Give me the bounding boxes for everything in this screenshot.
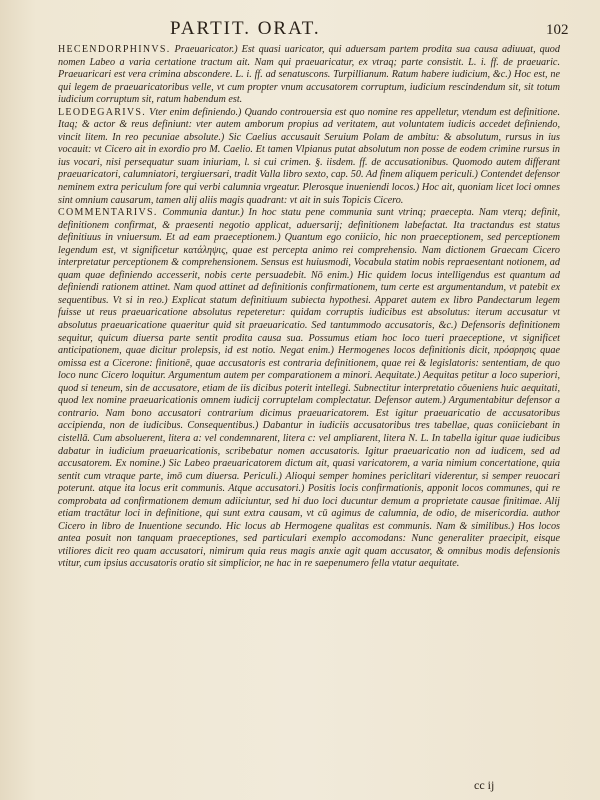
commentator-name: LEODEGARIVS. xyxy=(58,106,147,118)
paragraph-body: Communia dantur.) In hoc statu pene communia sunt vtrinq; praecepta. Nam vterq; definit, definitionem confirmat, & praesenti negotio applicat, aduersarij; definitionem labefactat. Ita tractandus est status definitiuus in vniuersum. Et ad eam praeceptionem.) Quantum ego coniicio, hic non praeceptionem, sed perceptionem legendum est, vt significetur κατάληψις, quae est percepta animo rei comprehensio. Nam dictionem Graecam Cicero interpretatur perceptionem & comprehensionem. Sensus est huiusmodi, Vocabula statim nobis repraesentant notionem, ad quam quae definiendo accesserit, nobis certe persuadebit. Nō enim.) Hic quidem locus intelligendus est quantum ad definiendi rationem attinet. Nam quod attinet ad definitionis confirmationem, tum certe est argumentandum, vt patebit ex sequentibus. Vt si in reo.) Explicat statum definitiuum subiecta hypothesi. Apparet autem ex libro Pandectarum legem fuisse ut reus praeuaricatione absolutus repeteretur: quidam corruptis iudicibus est absolutus: iterum accusatur vt absolutus praeuaricatione quaeritur quid sit praeuaricatio. Sed tantummodo accusatoris, &c.) Defensoris definitionem sequitur, quicum diuersa parte sentit prodita causa sua. Possumus etiam hoc loco tueri praeceptione, vt significet anticipationem, quae dicitur prolepsis, id est notio. Negat enim.) Hermogenes locos definitionis dicit, πρόσρησις quae omissa est a Cicerone: finitionē, quae accusatoris est contraria definitionem, quae rei & legislatoris: sententiam, de quo loco nunc Cicero loquitur. Argumentum autem per comparationem a minori. Aequitate.) Aequitas petitur a loco superiori, quod si teneum, sin de accusatore, etiam de iis dicibus poterit intellegi. Subnectitur interpretatio cōueniens huic aequitati, quod lex nomine praeuaricationis omnem iudicij corruptelam complectatur. Defensor autem.) Argumentabitur defensor a contrario. Nam bono accusatori contrarium dicimus praeuaricatorem. Est igitur praeuaricatio de accusatoribus accipienda, non de iudicibus. Consequentibus.) Dabantur in iudiciis accusatoribus tres tabellae, quas coniiciebant in cistellā. Cum absoluerent, litera a: vel condemnarent, litera c: vel ampliarent, litera N. L. In tabella igitur quae iudicibus dabatur in iudicium praeuaricationis, scribebatur nomen accusatoris. Igitur praeuaricatio non ad iudicem, sed ad accusatorem. Ex nomine.) Sic Labeo praeuaricatorem dictum ait, quasi varicatorem, a varia nimium concertatione, quia sentit cum vtraque parte, imō cum diuersa. Periculi.) Alioqui semper homines periclitari viderentur, si semper reuocari poterunt. atque ita locus erit communis. Atque accusatori.) Positis locis confirmationis, apponit locos communes, qui re comprobata ad confirmationem demum adiiciuntur, sed hi duo loci ducuntur demum a proprietate causae finitimae. Alij etiam tractātur loci in definitione, qui sunt extra causam, vt cū agimus de calumnia, de odio, de misericordia. author Cicero in libro de Inuentione secundo. Hic locus ab Hermogene qualitas est communis. Nam & similibus.) Hos locos antea posuit non tanquam praeceptiones, sed particulari exemplo accomodans: Nunc generaliter praecipit, eisque vtiliores dicit reo quam accusatori, nimirum quia reus magis anxie agit quam accusator, & omnibus modis defensionis vtitur, cum ipsius accusatoris oratio sit simplicior, ne hac in re saepenumero fella vtatur aequitate. xyxy=(58,207,560,570)
running-head xyxy=(0,18,600,44)
signature-mark: cc ij xyxy=(474,778,495,792)
paragraph-body: Vter enim definiendo.) Quando controuersia est quo nomine res appelletur, vtendum est definitione. Itaq; & actor & reus definiunt: vter autem amborum propius ad veritatem, aut voluntatem iudicis accedet definiendo, vincit litem. In reo pecuniae absolute.) Sic Caelius accusauit Seruium Polam de ambitu: & absolutum, rursus in ius vocauit: vt Cicero ait in exordio pro M. Caelio. Et tamen Vlpianus putat absolutum non posse de eodem crimine rursus in ius vocari, nisi persequatur suam iniuriam, l. si cui crimen. §. iisdem. ff. de accusationibus. Quomodo autem differant praeuaricatori, calumniatori, tergiuersari, tradit Valla libro sexto, cap. 50. Ad finem aliquem periculi.) Contendet defensor neminem extra periculum fore qui verbi calumnia vrgeatur. Plerosque inueniendi locos.) Hoc ait, quoniam licet loci omnes sint omnium causarum, tamen alij aliis magis quadrant: vt ait in suis Topicis Cicero. xyxy=(58,106,560,206)
page-number: 102 xyxy=(546,22,569,38)
commentator-name: HECENDORPHINVS. xyxy=(58,44,171,55)
running-title: PARTIT. ORAT. xyxy=(170,18,321,39)
paragraph-leodegarius xyxy=(58,107,560,207)
paragraph-hecendorphinus xyxy=(58,44,560,107)
paragraph-commentarius xyxy=(58,207,560,571)
paragraph-body: Praeuaricator.) Est quasi uaricator, qui aduersam partem prodita sua causa adiuuat, quod nomen Labeo a varia certatione tractum ait. Nam qui praeuaricatur, ex vtraq; parte consistit. L. i. ff. de praeuaric. Praeuaricari est vera crimina abscondere. L. i. ff. ad senatuscons. Turpillianum. Ratum habere iudicium, &c.) Hoc est, ne qui legem de praeuaricatoribus velle, vt cum propter vnum accusatorem corruptum, iudicium rescindendum sit, sit totum iudicium corruptum sit, ratum habendum est. xyxy=(58,44,560,106)
commentary-text xyxy=(58,44,560,571)
section-heading: COMMENTARIVS. xyxy=(58,207,158,219)
